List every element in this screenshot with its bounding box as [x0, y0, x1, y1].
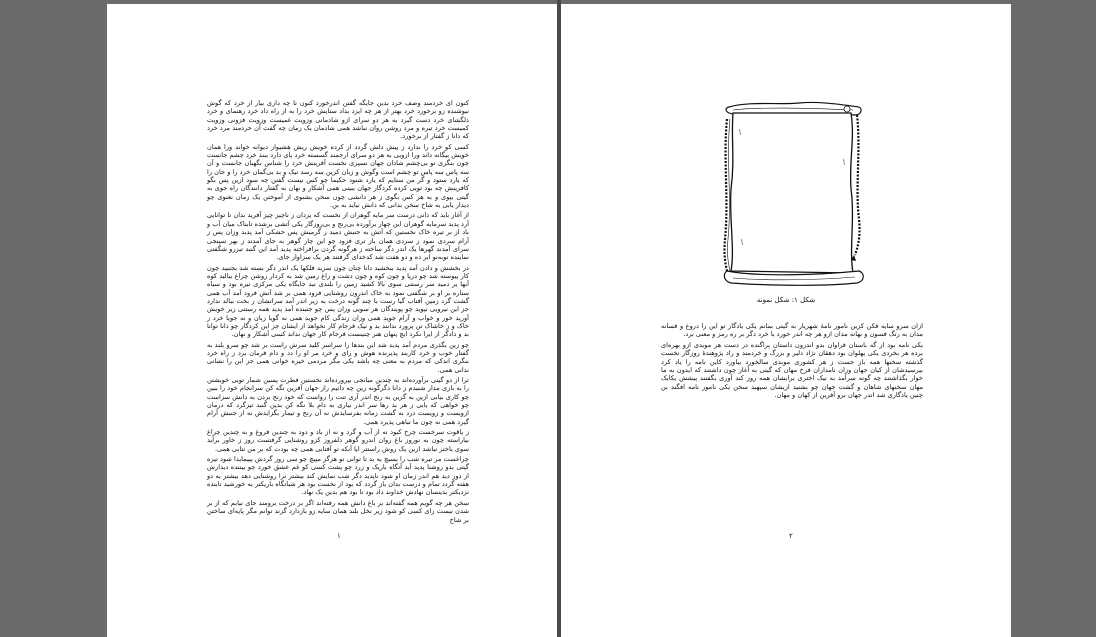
paragraph: ترا از دو گیتی برآورده‌اند به چندین میانجی بپرورده‌اند نخستین فطرت پسین شمار تویی خویشتن را به بازی مدار شنیدم ز دانا دگرگونه زین چه دانیم راز جهان آفرین نگه کن سرانجام خود را ببین چو کاری بیابی ازین به گزین به رنج اندر آری تنت را رواست که خود رنج بردن به دانش سزاست چو خواهی که یابی ز هر بد رها سر اندر نیاری به دام بلا نگه کن بدین گنبد تیزگرد که درمان ازویست و زویست درد نه گشت زمانه بفرسایدش نه آن رنج و تیمار بگزایدش نه از جنبش آرام گیرد همی نه چون ما تباهی پذیرد همی. [207, 376, 469, 426]
page-number: ۲ [789, 532, 793, 540]
paragraph: ازان سرو سایه فکن کزین نامور نامهٔ شهریار به گیتی بمانم یکی یادگار تو این را دروغ و فسانه مدان به رنگ فسون و بهانه مدان ازو هر چه اندر خورد با خرد دگر بر ره رمز و معنی برد. [661, 322, 923, 339]
page-2 [561, 4, 1011, 637]
paragraph: در بخشش و دادن آمد پدید ببخشید دانا چنان چون سزید فلکها یک اندر دگر بسته شد بجنبید چون کار پیوسته شد چو دریا و چون کوه و چون دشت و راغ زمین شد به کردار روشن چراغ ببالید کوه آبها بر دمید سر رستنی سوی بالا کشید زمین را بلندی نبد جایگاه یکی مرکزی تیره بود و سیاه ستاره بر او بر شگفتی نمود به خاک اندرون روشنایی فزود همی بر شد آتش فرود آمد آب همی گشت گرد زمین آفتاب گیا رست با چند گونه درخت به زیر اندر آمد سرانشان ز بخت ببالد ندارد جز این نیرویی نپوید چو پویندگان هر سویی وزان پس چو جنبنده آمد پدید همه رستنی زیر خویش آورید خور و خواب و آرام جوید همی وزان زندگی کام جوید همی نه گویا زبان و نه جویا خرد ز خاک و ز خاشاک تن پرورد ندانند بد و نیک فرجام کار نخواهد از ایشان جز این کردگار چو دانا توانا بد و دادگر از ایرا نکرد ایچ پنهان هنر چنینست فرجام کار جهان نداند کسی آشکار و نهان. [207, 263, 469, 339]
body-text [661, 322, 923, 400]
paragraph: چو زین بگذری مردم آمد پدید شد این بندها را سراسر کلید سرش راست بر شد چو سرو بلند به گفتار خوب و خرد کاربند پذیرنده هوش و رای و خرد مر او را دد و دام فرمان برد ز راه خرد بنگری اندکی که مردم به معنی چه باشد یکی مگر مردمی خیره خوانی همی جز این را نشانی ندانی همی. [207, 340, 469, 374]
figure-caption: شکل ۱: شکل نمونه [756, 296, 816, 304]
scroll-illustration [719, 99, 867, 287]
paragraph: یکی نامه بود از گه باستان فراوان بدو اندرون داستان پراگنده در دست هر موبدی ازو بهره‌ای برده هر بخردی یکی پهلوان بود دهقان نژاد دلیر و بزرگ و خردمند و راد پژوهندهٔ روزگار نخست گذشته سخنها همه باز جست ز هر کشوری موبدی سالخورد بیاورد کاین نامه را یاد کرد بپرسیدشان از کیان جهان وزان نامداران فرخ مهان که گیتی به آغاز چون داشتند که ایدون به ما خوار بگذاشتند چه گونه سرآمد به نیک اختری برایشان همه روز کند آوری بگفتند پیشش یکایک مهان سخنهای شاهان و گشت جهان چو بشنید ازیشان سپهبد سخن یکی نامور نامه افگند بن چنین یادگاری شد اندر جهان برو آفرین از کهان و مهان. [661, 340, 923, 400]
paragraph: از آغاز باید که دانی درست سر مایه گوهران از نخست که یزدان ز ناچیز چیز آفرید بدان تا توانایی آرد پدید سرمایه گوهران این چهار برآورده بی‌رنج و بی‌روزگار یکی آتشی برشده تابناک میان آب و باد از بر تیره خاک نخستین که آتش به جنبش دمید ز گرمیش پس خشکی آمد پدید وزان پس ز آرام سردی نمود ز سردی همان باز تری فزود چو این چار گوهر به جای آمدند ز بهر سپنجی سرای آمدند گهرها یک اندر دگر ساخته ز هرگونه گردن برافراخته پدید آمد این گنبد تیزرو شگفتی نماینده نوبه‌نو ابر ده و دو هفت شد کدخدای گرفتند هر یک سزاوار جای. [207, 211, 469, 262]
paragraph: کنون ای خردمند وصف خرد بدین جایگه گفتن اندرخورد کنون تا چه داری بیار از خرد که گوش نیوشنده زو برخورد خرد بهتر از هر چه ایزد بداد ستایش خرد را به از راه داد خرد رهنمای و خرد دلگشای خرد دست گیرد به هر دو سرای ازو شادمانی وزویت غمیست وزویت فزونی وزویت کمیست خرد تیره و مرد روشن روان نباشد همی شادمان یک زمان چه گفت آن خردمند مرد خرد که دانا ز گفتار از برخورد. [207, 99, 469, 141]
paragraph: چراغست مر تیره شب را بسیچ به بد تا توانی تو هرگز مپیچ چو سی روز گردش بپیمایدا شود تیره گیتی بدو روشنا پدید آید آنگاه باریک و زرد چو پشت کسی کو غم عشق خورد چو بیننده دیدارش از دور دید هم اندر زمان او شود ناپدید دگر شب نمایش کند بیشتر ترا روشنایی دهد بیشتر به دو هفته گردد تمام و درست بدان باز گردد که بود از نخست بود هر شبانگاه باریکتر به خورشید تابنده نزدیکتر بدینسان نهادش خداوند داد بود تا بود هم بدین یک نهاد. [207, 455, 469, 497]
paragraph: کسی کو خرد را ندارد ز پیش دلش گردد از کرده خویش ریش هشیوار دیوانه خواند ورا همان خویش بیگانه داند ورا ازویی به هر دو سرای ارجمند گسسته خرد پای دارد ببند خرد چشم جانست چون بنگری تو بی‌چشم شادان جهان نسپری نخست آفرینش خرد را شناس نگهبان جانست و آن سه پاس سه پاس تو چشم است وگوش و زبان کزین سه رسد نیک و بد بی‌گمان خرد را و جان را که یارد ستود و گر من ستایم که یارد شنود حکیما چو کس نیست گفتن چه سود ازین پس بگو کافرینش چه بود تویی کرده کردگار جهان ببینی همی آشکار و نهان به گفتار دانندگان راه جوی به گیتی بپوی و به هر کس بگوی ز هر دانشی چون سخن بشنوی از آموختن یک زمان نغنوی چو دیدار یابی به شاخ سخن بدانی که دانش نیاید به بن. [207, 142, 469, 210]
page-1 [107, 4, 557, 637]
body-text [207, 99, 469, 526]
paragraph: سخن هر چه گویم همه گفته‌اند بر باغ دانش همه رفته‌اند اگر بر درخت برومند جای نیابم که از بر شدن نیست رای کسی کو شود زیر نخل بلند همان سایه زو بازدارد گزند توانم مگر پایه‌ای ساختن بر شاخ [207, 498, 469, 524]
paragraph: ز یاقوت سرخست چرخ کبود نه از آب و گرد و نه از باد و دود به چندین فروغ و به چندین چراغ بیاراسته چون به نوروز باغ روان اندرو گوهر دلفروز کزو روشنایی گرفتست روز ز خاور برآید سوی باختر نباشد ازین یک روش راستتر ایا آنکه تو آفتابی همی چه بودت که بر من نتابی همی. [207, 428, 469, 453]
scroll-figure [719, 99, 867, 287]
page-number: ۱ [337, 532, 341, 540]
